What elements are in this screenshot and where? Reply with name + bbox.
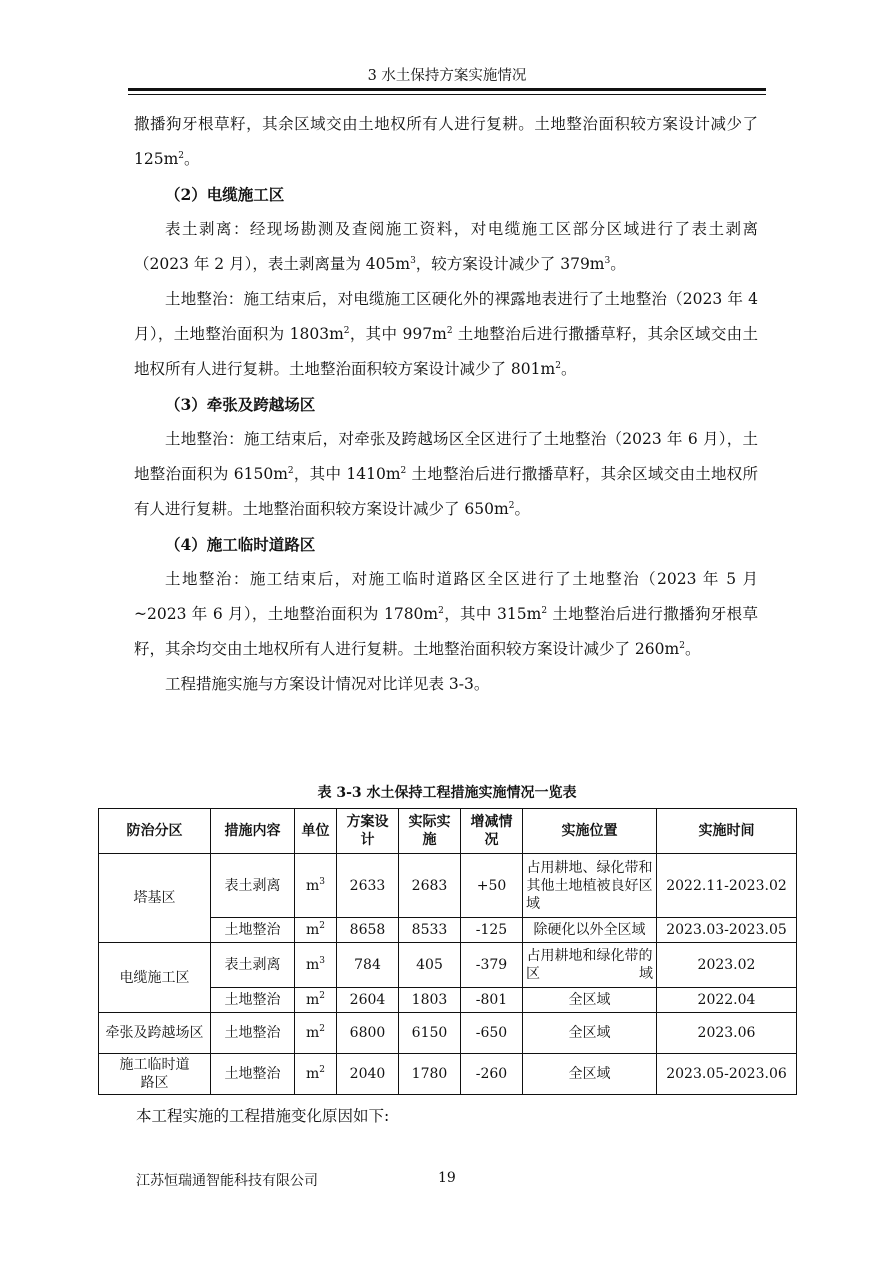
paragraph: 土地整治：施工结束后，对施工临时道路区全区进行了土地整治（2023 年 5 月~2023 年 6 月），土地整治面积为 $1780m^2$，其中 $315m^2$ 土地整治后进行撒播狗牙根草籽，其余均交由土地权所有人进行复耕。土地整治面积较方案设计减少了 $260m^2$。 bbox=[134, 570, 758, 658]
section-heading: （2）电缆施工区 bbox=[165, 185, 285, 204]
actual-cell: 405 bbox=[399, 943, 461, 988]
unit-cell: $m^2$ bbox=[295, 918, 337, 943]
table-row bbox=[99, 1054, 797, 1095]
measures-table bbox=[98, 808, 797, 1095]
paragraph: 撒播狗牙根草籽，其余区域交由土地权所有人进行复耕。土地整治面积较方案设计减少了 $125m^2$。 bbox=[134, 115, 758, 168]
actual-cell: 2683 bbox=[399, 854, 461, 918]
header-actual: 实际实施 bbox=[399, 809, 461, 854]
actual-cell: 8533 bbox=[399, 918, 461, 943]
table-row bbox=[99, 943, 797, 988]
time-cell: 2022.11-2023.02 bbox=[657, 854, 797, 918]
measure-cell: 表土剥离 bbox=[211, 943, 295, 988]
table-caption: 表 3-3 水土保持工程措施实施情况一览表 bbox=[317, 785, 577, 801]
plan-cell: 8658 bbox=[337, 918, 399, 943]
actual-cell: 1780 bbox=[399, 1054, 461, 1095]
change-cell: -379 bbox=[461, 943, 523, 988]
actual-cell: 1803 bbox=[399, 988, 461, 1013]
zone-cell: 电缆施工区 bbox=[99, 943, 211, 1013]
paragraph: 土地整治：施工结束后，对电缆施工区硬化外的裸露地表进行了土地整治（2023 年 4 月），土地整治面积为 $1803m^2$，其中 $997m^2$ 土地整治后进行撒播草籽，其余区域交由土地权所有人进行复耕。土地整治面积较方案设计减少了 $801m^2$。 bbox=[134, 290, 758, 378]
location-cell: 全区域 bbox=[523, 1054, 657, 1095]
change-cell: -801 bbox=[461, 988, 523, 1013]
location-cell: 占用耕地和绿化带的区域 bbox=[523, 943, 657, 988]
change-cell: -260 bbox=[461, 1054, 523, 1095]
change-cell: +50 bbox=[461, 854, 523, 918]
zone-cell: 牵张及跨越场区 bbox=[99, 1013, 211, 1054]
unit-cell: $m^2$ bbox=[295, 988, 337, 1013]
measure-cell: 表土剥离 bbox=[211, 854, 295, 918]
time-cell: 2023.02 bbox=[657, 943, 797, 988]
location-cell: 除硬化以外全区域 bbox=[523, 918, 657, 943]
header-rule-thin bbox=[128, 94, 766, 95]
unit-cell: $m^3$ bbox=[295, 943, 337, 988]
header-plan: 方案设计 bbox=[337, 809, 399, 854]
zone-cell: 施工临时道路区 bbox=[99, 1054, 211, 1095]
header-unit: 单位 bbox=[295, 809, 337, 854]
body-text bbox=[134, 107, 758, 702]
header-change: 增减情况 bbox=[461, 809, 523, 854]
location-cell: 全区域 bbox=[523, 988, 657, 1013]
header-measure: 措施内容 bbox=[211, 809, 295, 854]
plan-cell: 2604 bbox=[337, 988, 399, 1013]
change-cell: -650 bbox=[461, 1013, 523, 1054]
after-table-text: 本工程实施的工程措施变化原因如下: bbox=[136, 1107, 390, 1125]
plan-cell: 784 bbox=[337, 943, 399, 988]
unit-cell: $m^2$ bbox=[295, 1054, 337, 1095]
section-heading: （3）牵张及跨越场区 bbox=[165, 395, 316, 414]
footer-company: 江苏恒瑞通智能科技有限公司 bbox=[136, 1173, 318, 1189]
actual-cell: 6150 bbox=[399, 1013, 461, 1054]
location-cell: 全区域 bbox=[523, 1013, 657, 1054]
header-location: 实施位置 bbox=[523, 809, 657, 854]
header-zone: 防治分区 bbox=[99, 809, 211, 854]
table-row bbox=[99, 1013, 797, 1054]
section-heading: （4）施工临时道路区 bbox=[165, 535, 316, 554]
time-cell: 2023.03-2023.05 bbox=[657, 918, 797, 943]
paragraph: 土地整治：施工结束后，对牵张及跨越场区全区进行了土地整治（2023 年 6 月），土地整治面积为 $6150m^2$，其中 $1410m^2$ 土地整治后进行撒播草籽，其余区域交由土地权所有人进行复耕。土地整治面积较方案设计减少了 $650m^2$。 bbox=[134, 430, 758, 518]
paragraph: 工程措施实施与方案设计情况对比详见表 3-3。 bbox=[165, 675, 490, 693]
time-cell: 2023.05-2023.06 bbox=[657, 1054, 797, 1095]
plan-cell: 2040 bbox=[337, 1054, 399, 1095]
location-cell: 占用耕地、绿化带和其他土地植被良好区域 bbox=[523, 854, 657, 918]
time-cell: 2022.04 bbox=[657, 988, 797, 1013]
change-cell: -125 bbox=[461, 918, 523, 943]
paragraph: 表土剥离：经现场勘测及查阅施工资料，对电缆施工区部分区域进行了表土剥离（2023 年 2 月），表土剥离量为 $405m^3$，较方案设计减少了 $379m^3$。 bbox=[134, 220, 758, 273]
header-time: 实施时间 bbox=[657, 809, 797, 854]
measure-cell: 土地整治 bbox=[211, 918, 295, 943]
measure-cell: 土地整治 bbox=[211, 1054, 295, 1095]
table-row bbox=[99, 854, 797, 918]
page-header: 3 水土保持方案实施情况 bbox=[367, 68, 527, 84]
unit-cell: $m^2$ bbox=[295, 1013, 337, 1054]
header-rule bbox=[128, 88, 766, 91]
plan-cell: 2633 bbox=[337, 854, 399, 918]
unit-cell: $m^3$ bbox=[295, 854, 337, 918]
zone-cell: 塔基区 bbox=[99, 854, 211, 943]
table-header-row bbox=[99, 809, 797, 854]
measure-cell: 土地整治 bbox=[211, 988, 295, 1013]
page-number: 19 bbox=[438, 1170, 456, 1186]
time-cell: 2023.06 bbox=[657, 1013, 797, 1054]
measure-cell: 土地整治 bbox=[211, 1013, 295, 1054]
plan-cell: 6800 bbox=[337, 1013, 399, 1054]
